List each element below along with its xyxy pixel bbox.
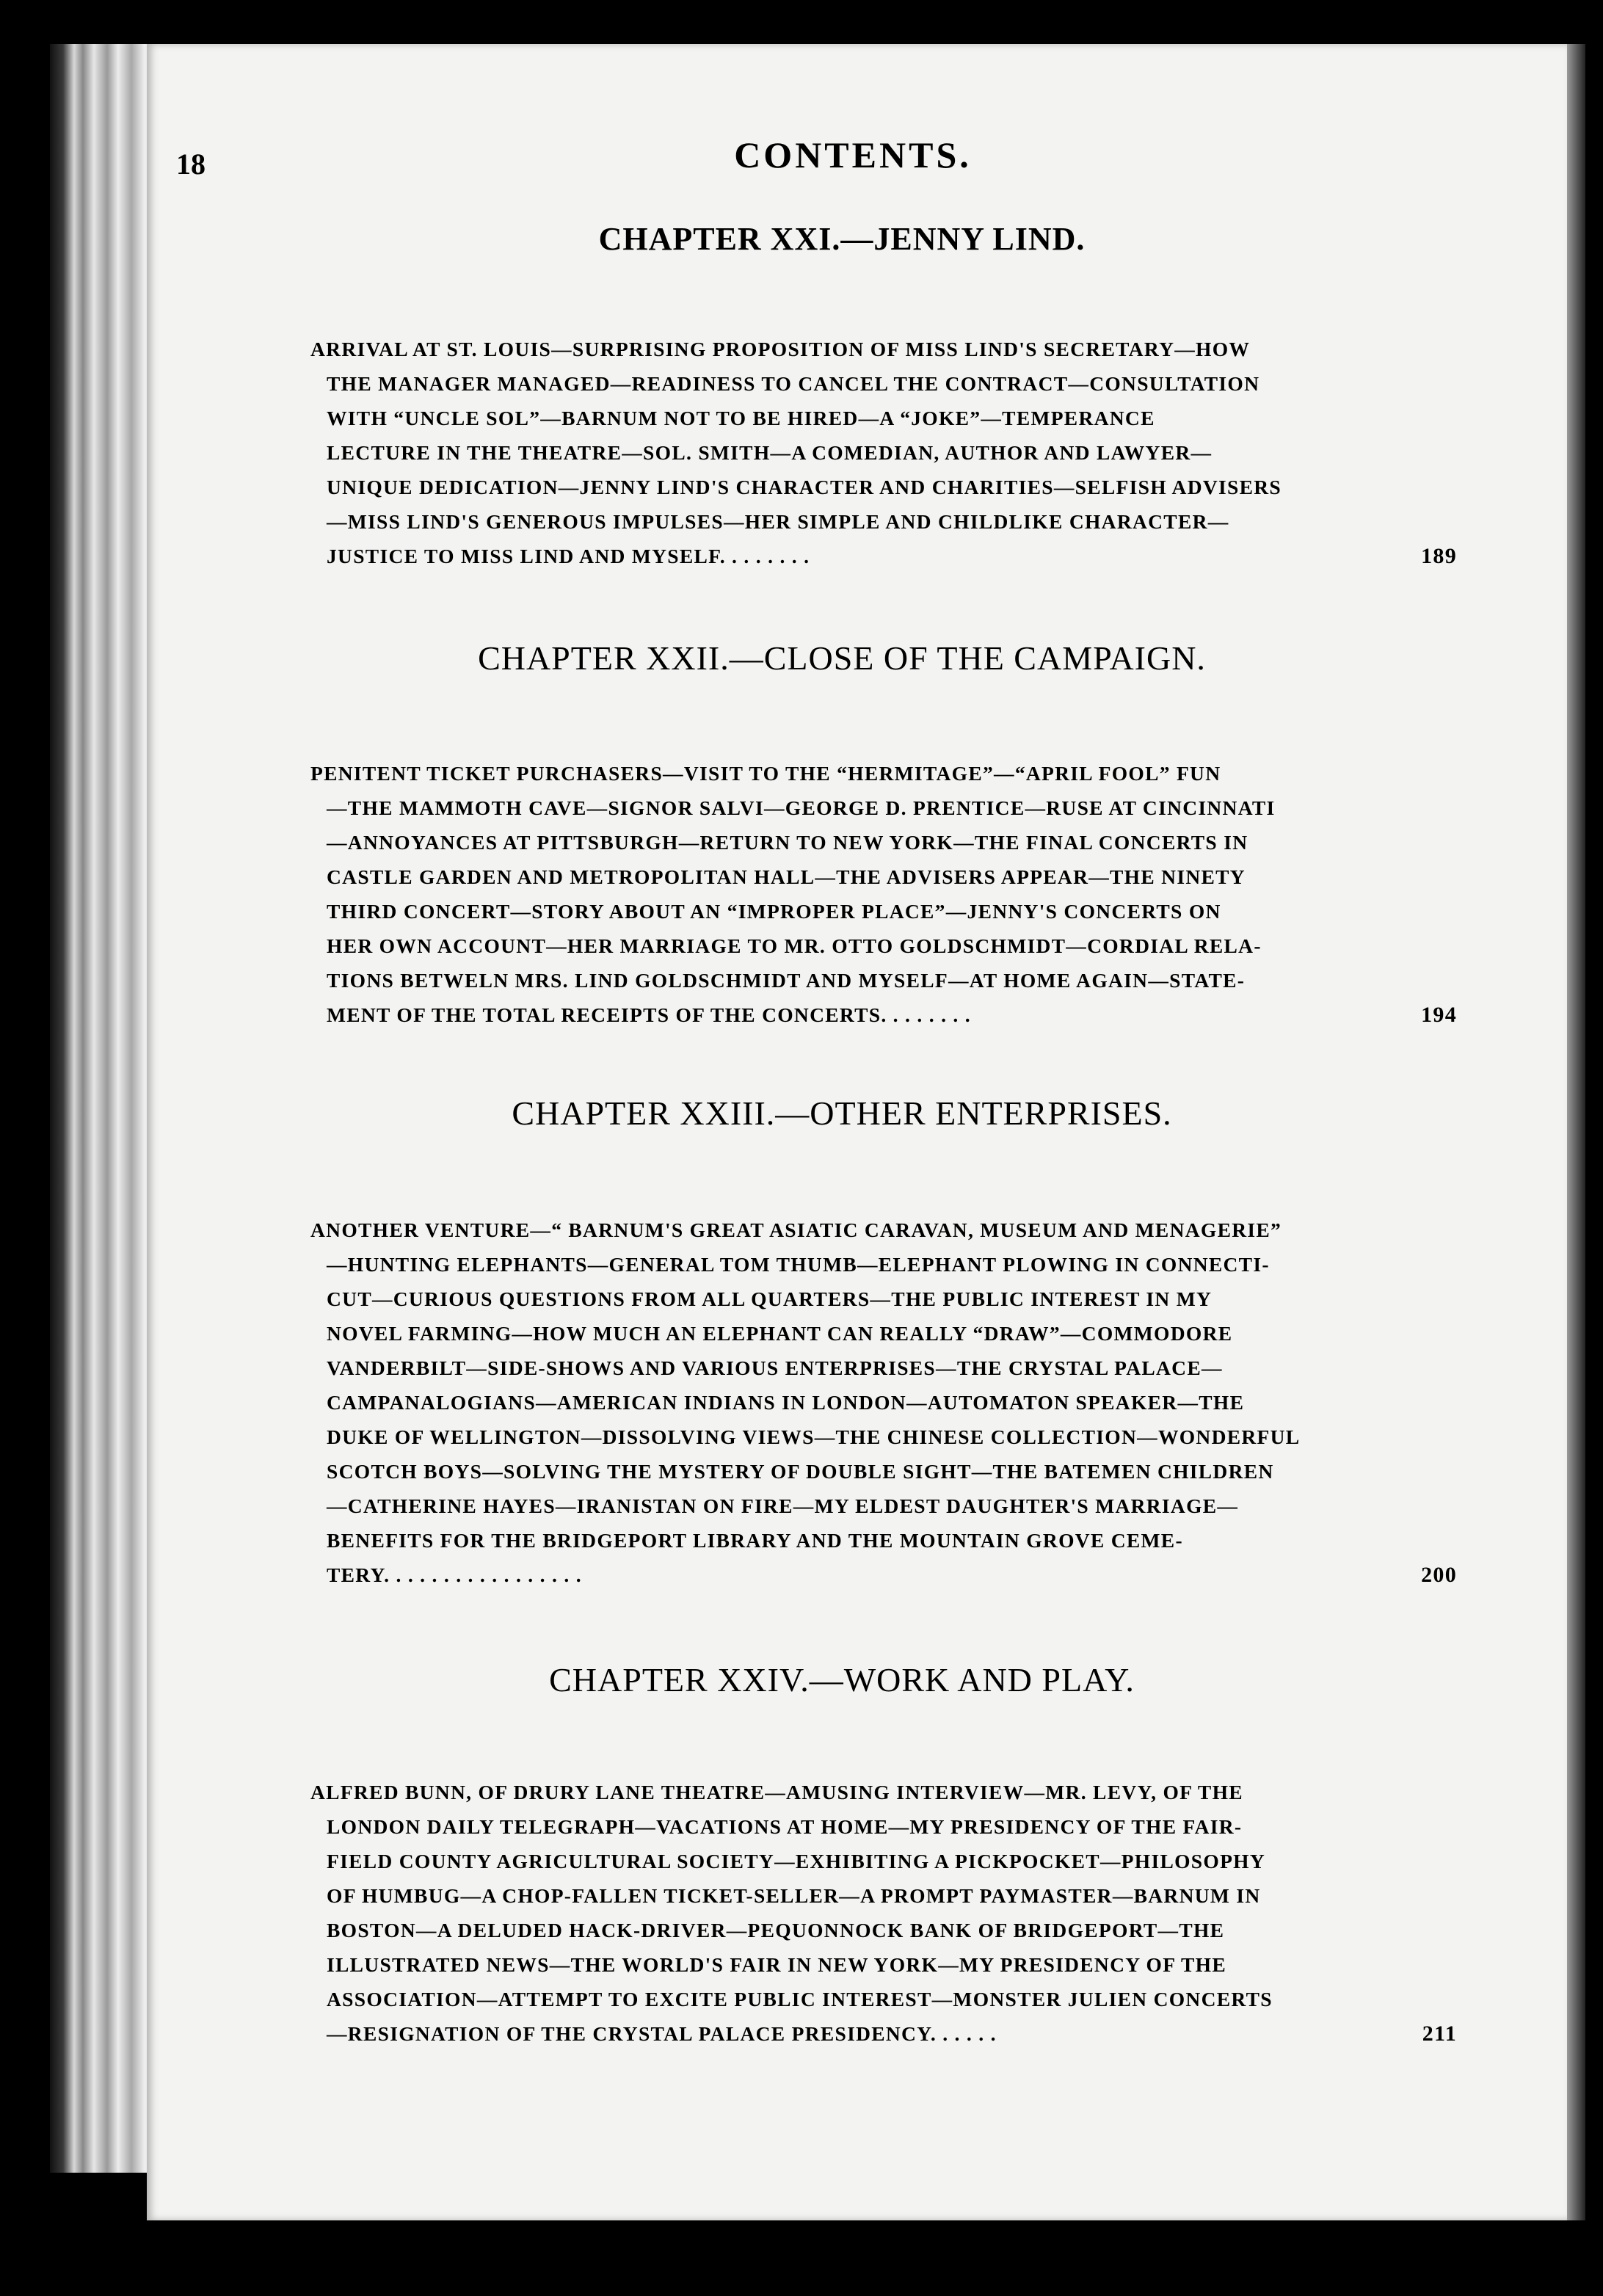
summary-line: THE MANAGER MANAGED—READINESS TO CANCEL THE CONTRACT—CONSULTATION: [327, 372, 1260, 395]
summary-line: VANDERBILT—SIDE-SHOWS AND VARIOUS ENTERPRISES—THE CRYSTAL PALACE—: [327, 1356, 1223, 1379]
summary-text: MENT OF THE TOTAL RECEIPTS OF THE CONCERTS. . . . . . . .: [327, 1003, 971, 1026]
summary-text: —RESIGNATION OF THE CRYSTAL PALACE PRESIDENCY. . . . . .: [327, 2022, 997, 2045]
chapter-title: CHAPTER XXIII.—OTHER ENTERPRISES.: [512, 1094, 1172, 1132]
summary-line: ANOTHER VENTURE—“ BARNUM'S GREAT ASIATIC CARAVAN, MUSEUM AND MENAGERIE”: [310, 1218, 1282, 1241]
summary-line: ILLUSTRATED NEWS—THE WORLD'S FAIR IN NEW YORK—MY PRESIDENCY OF THE: [327, 1953, 1226, 1976]
summary-line: WITH “UNCLE SOL”—BARNUM NOT TO BE HIRED—A “JOKE”—TEMPERANCE: [327, 407, 1155, 429]
summary-line: NOVEL FARMING—HOW MUCH AN ELEPHANT CAN REALLY “DRAW”—COMMODORE: [327, 1322, 1233, 1345]
summary-line: LONDON DAILY TELEGRAPH—VACATIONS AT HOME—MY PRESIDENCY OF THE FAIR-: [327, 1815, 1243, 1838]
chapter-summary: [310, 1213, 1457, 1592]
chapter-title: CHAPTER XXI.—JENNY LIND.: [598, 221, 1086, 257]
running-head: CONTENTS.: [734, 134, 972, 175]
summary-line: THIRD CONCERT—STORY ABOUT AN “IMPROPER PLACE”—JENNY'S CONCERTS ON: [327, 900, 1221, 923]
summary-line: ASSOCIATION—ATTEMPT TO EXCITE PUBLIC INTEREST—MONSTER JULIEN CONCERTS: [327, 1988, 1273, 2010]
summary-line: DUKE OF WELLINGTON—DISSOLVING VIEWS—THE CHINESE COLLECTION—WONDERFUL: [327, 1425, 1301, 1448]
chapter-page-number: 189: [1421, 544, 1457, 568]
summary-line-last: [327, 1558, 1457, 1592]
summary-line: —THE MAMMOTH CAVE—SIGNOR SALVI—GEORGE D. PRENTICE—RUSE AT CINCINNATI: [327, 796, 1276, 819]
chapter-page-number: 200: [1421, 1563, 1457, 1587]
summary-line: BOSTON—A DELUDED HACK-DRIVER—PEQUONNOCK BANK OF BRIDGEPORT—THE: [327, 1919, 1225, 1941]
summary-line: FIELD COUNTY AGRICULTURAL SOCIETY—EXHIBITING A PICKPOCKET—PHILOSOPHY: [327, 1850, 1266, 1872]
summary-line: CUT—CURIOUS QUESTIONS FROM ALL QUARTERS—THE PUBLIC INTEREST IN MY: [327, 1287, 1213, 1310]
summary-line-last: [327, 998, 1457, 1032]
summary-line: BENEFITS FOR THE BRIDGEPORT LIBRARY AND THE MOUNTAIN GROVE CEME-: [327, 1529, 1183, 1552]
summary-line: —ANNOYANCES AT PITTSBURGH—RETURN TO NEW YORK—THE FINAL CONCERTS IN: [327, 831, 1248, 854]
summary-line: TIONS BETWELN MRS. LIND GOLDSCHMIDT AND MYSELF—AT HOME AGAIN—STATE-: [327, 969, 1246, 992]
summary-line-last: [327, 2016, 1457, 2051]
summary-line: OF HUMBUG—A CHOP-FALLEN TICKET-SELLER—A PROMPT PAYMASTER—BARNUM IN: [327, 1884, 1261, 1907]
summary-line: PENITENT TICKET PURCHASERS—VISIT TO THE “HERMITAGE”—“APRIL FOOL” FUN: [310, 762, 1221, 785]
summary-line-last: [327, 539, 1457, 573]
summary-line: UNIQUE DEDICATION—JENNY LIND'S CHARACTER AND CHARITIES—SELFISH ADVISERS: [327, 476, 1282, 498]
summary-line: CAMPANALOGIANS—AMERICAN INDIANS IN LONDON—AUTOMATON SPEAKER—THE: [327, 1391, 1245, 1414]
summary-line: ALFRED BUNN, OF DRURY LANE THEATRE—AMUSING INTERVIEW—MR. LEVY, OF THE: [310, 1781, 1243, 1803]
summary-line: —CATHERINE HAYES—IRANISTAN ON FIRE—MY ELDEST DAUGHTER'S MARRIAGE—: [327, 1494, 1239, 1517]
summary-line: ARRIVAL AT ST. LOUIS—SURPRISING PROPOSITION OF MISS LIND'S SECRETARY—HOW: [310, 338, 1251, 360]
summary-line: SCOTCH BOYS—SOLVING THE MYSTERY OF DOUBLE SIGHT—THE BATEMEN CHILDREN: [327, 1460, 1274, 1483]
chapter-page-number: 211: [1422, 2021, 1457, 2046]
summary-line: —MISS LIND'S GENEROUS IMPULSES—HER SIMPLE AND CHILDLIKE CHARACTER—: [327, 510, 1229, 533]
summary-line: —HUNTING ELEPHANTS—GENERAL TOM THUMB—ELEPHANT PLOWING IN CONNECTI-: [327, 1253, 1270, 1276]
chapter-summary: [310, 1775, 1457, 2051]
chapter-summary: [310, 332, 1457, 573]
summary-text: TERY. . . . . . . . . . . . . . . . .: [327, 1563, 582, 1586]
summary-text: JUSTICE TO MISS LIND AND MYSELF. . . . . . . .: [327, 545, 810, 567]
page-number: 18: [176, 148, 206, 181]
chapter-page-number: 194: [1421, 1003, 1457, 1027]
summary-line: LECTURE IN THE THEATRE—SOL. SMITH—A COMEDIAN, AUTHOR AND LAWYER—: [327, 441, 1213, 464]
chapter-summary: [310, 756, 1457, 1032]
summary-line: CASTLE GARDEN AND METROPOLITAN HALL—THE ADVISERS APPEAR—THE NINETY: [327, 865, 1246, 888]
chapter-title: CHAPTER XXIV.—WORK AND PLAY.: [549, 1661, 1135, 1699]
chapter-title: CHAPTER XXII.—CLOSE OF THE CAMPAIGN.: [478, 639, 1206, 677]
summary-line: HER OWN ACCOUNT—HER MARRIAGE TO MR. OTTO GOLDSCHMIDT—CORDIAL RELA-: [327, 934, 1262, 957]
